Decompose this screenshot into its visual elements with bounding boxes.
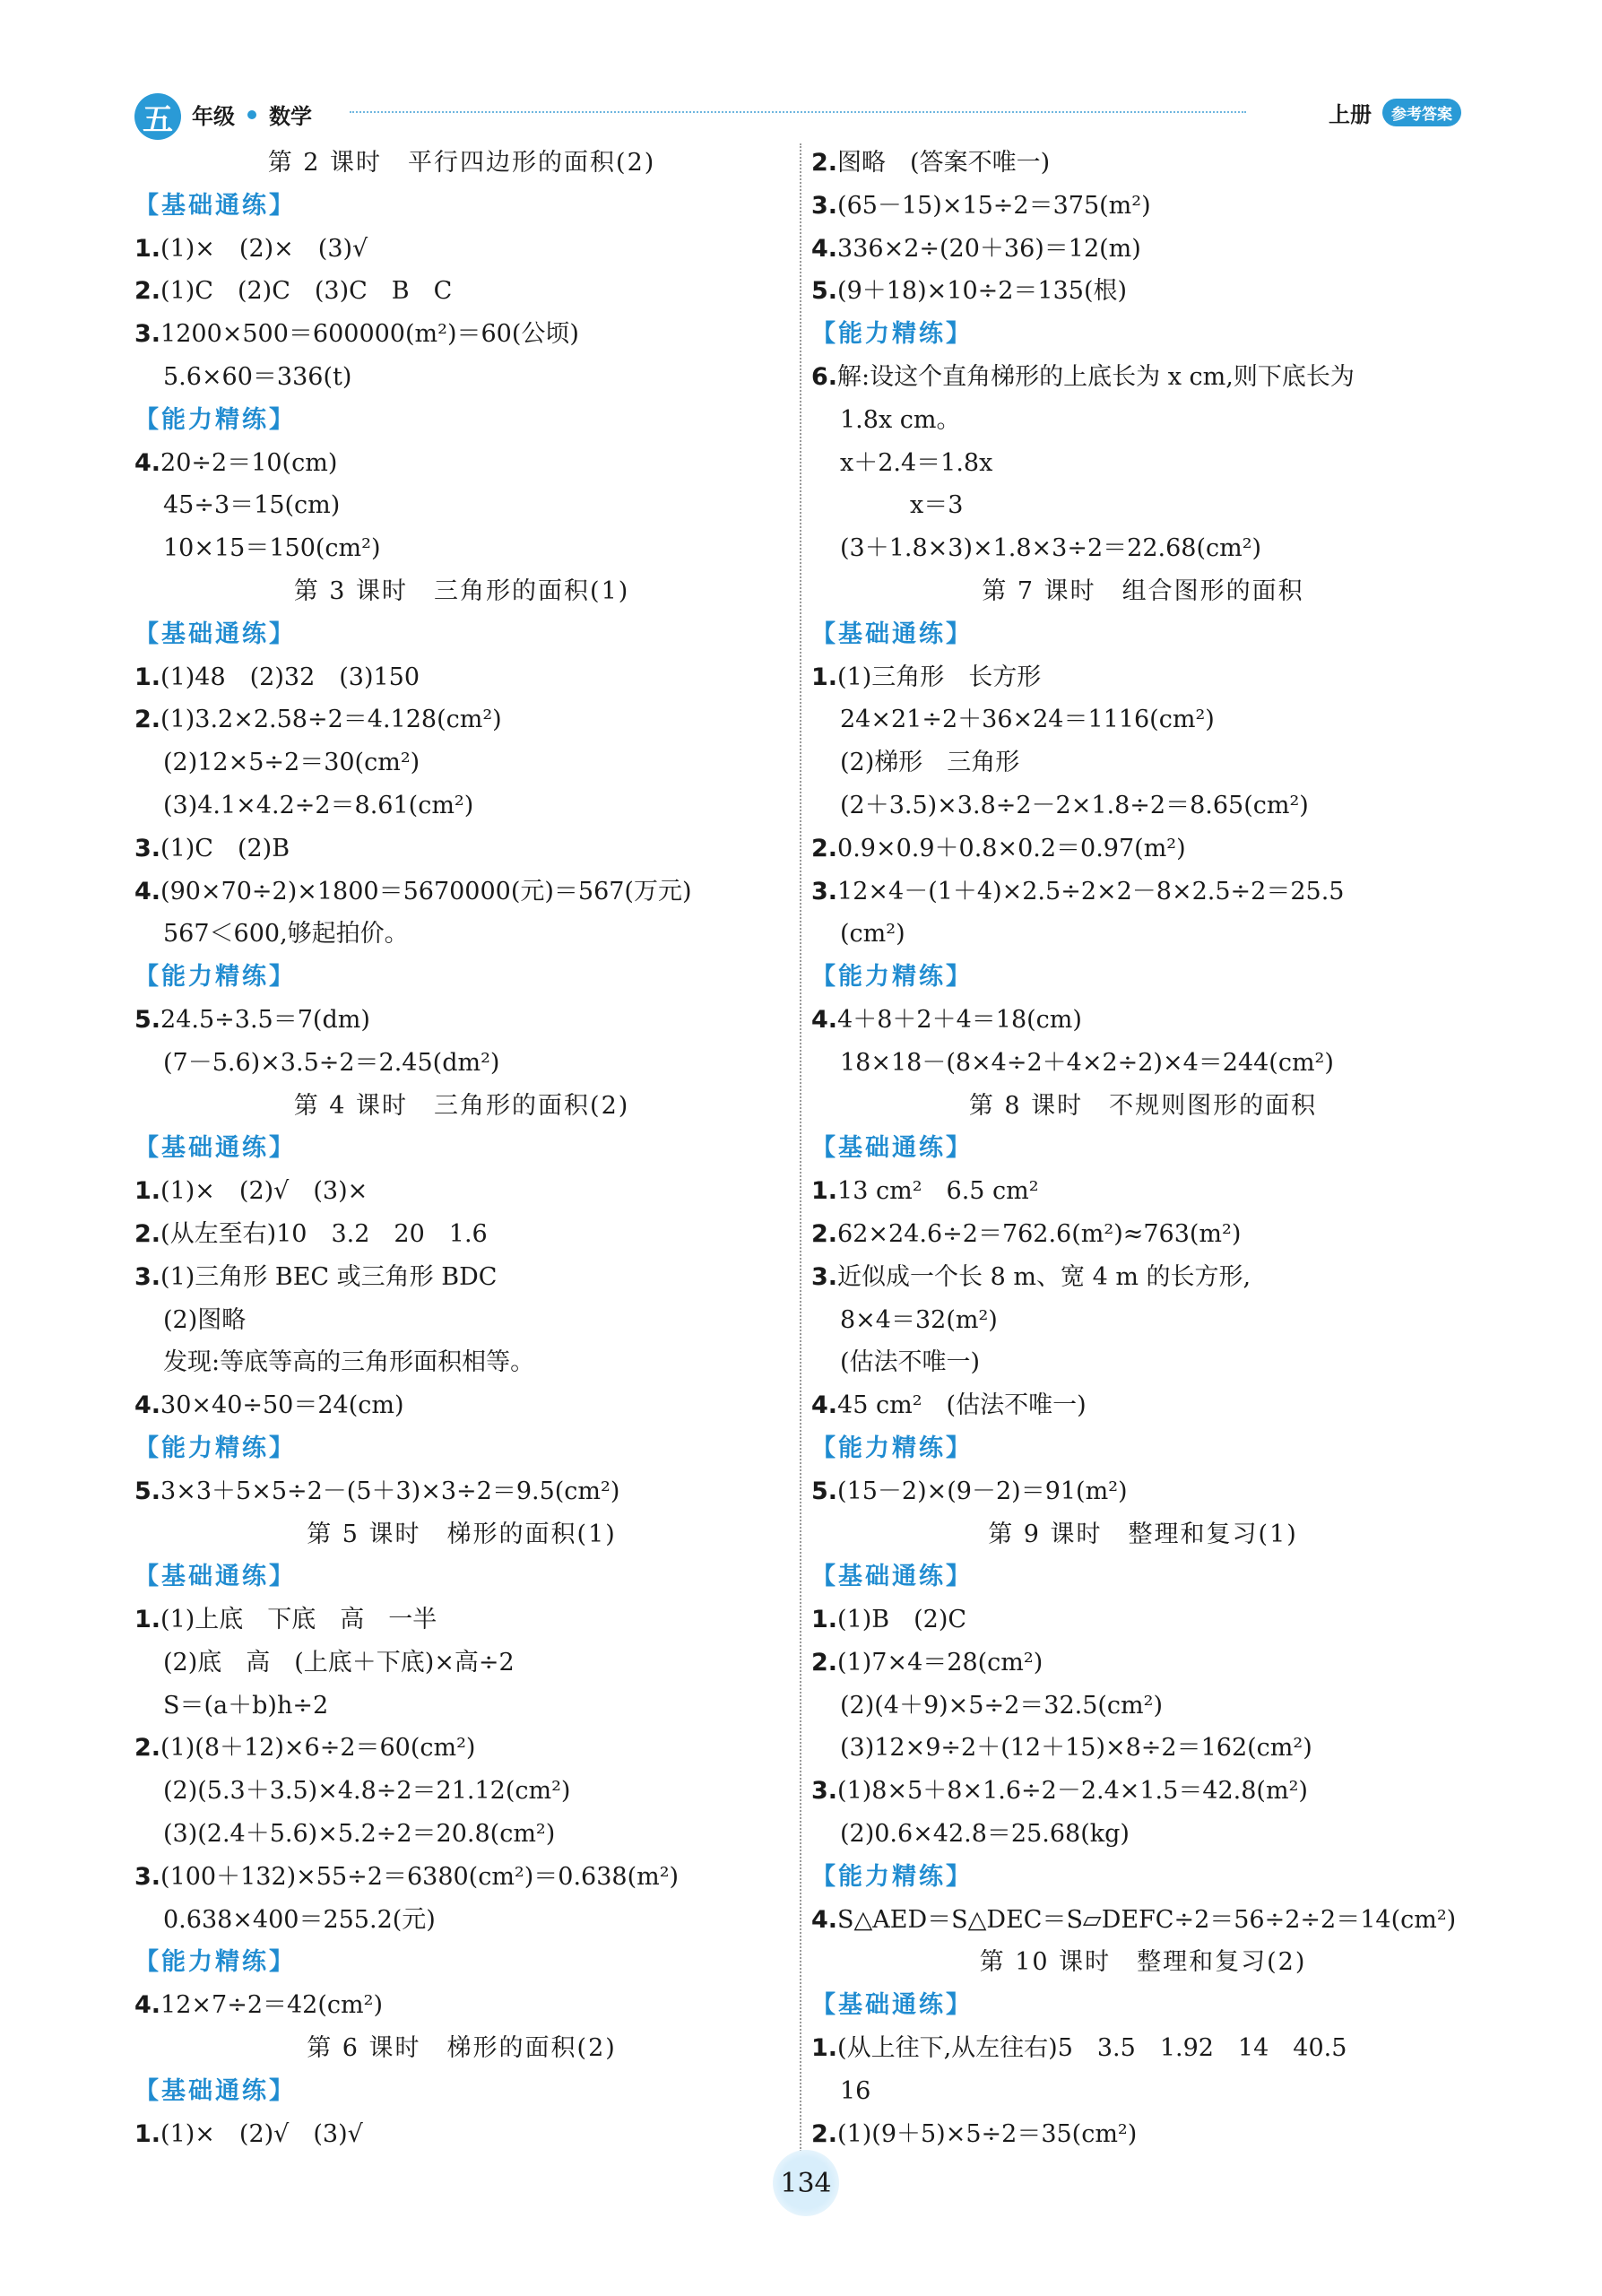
continuation-text: 5.6×60＝336(t) [163,362,352,391]
page-number: 134 [773,2150,839,2216]
right-column [811,142,1475,2155]
continuation-text: (3＋1.8×3)×1.8×3÷2＝22.68(cm²) [840,534,1262,563]
answer-item [134,1256,789,1299]
answer-item [134,698,789,741]
item-answer: (1)× (2)× (3)√ [160,234,368,263]
answer-continuation [811,484,1475,527]
answer-continuation [134,527,789,570]
item-answer: 20÷2＝10(cm) [160,448,338,477]
answer-item [811,2027,1475,2070]
answer-item [134,827,789,871]
item-number: 1. [134,1177,161,1206]
grade-badge: 五 [134,93,181,140]
item-answer: 4＋8＋2＋4＝18(cm) [837,1005,1082,1034]
item-number: 4. [811,1905,838,1934]
item-answer: 62×24.6÷2＝762.6(m²)≈763(m²) [837,1219,1242,1248]
section-heading-text: 【基础通练】 [134,619,296,648]
lesson-title [811,1941,1475,1984]
item-number: 1. [811,2034,838,2063]
section-heading [811,1856,1475,1899]
answer-continuation [811,1299,1475,1342]
item-answer: (1)8×5＋8×1.6÷2－2.4×1.5＝42.8(m²) [837,1777,1308,1806]
item-number: 2. [134,1734,161,1763]
answer-continuation [811,1813,1475,1856]
item-answer: 30×40÷50＝24(cm) [160,1391,404,1420]
answer-continuation [811,784,1475,827]
section-heading-text: 【能力精练】 [811,320,973,349]
item-answer: (1)48 (2)32 (3)150 [160,663,420,691]
answer-item [134,1384,789,1427]
lesson-title [811,570,1475,613]
answer-item [811,1213,1475,1256]
lesson-title [134,1085,789,1128]
item-answer: 45 cm² (估法不唯一) [837,1391,1087,1420]
continuation-text: (估法不唯一) [840,1348,981,1377]
continuation-text: (2)12×5÷2＝30(cm²) [163,749,420,777]
volume-label: 上册 [1329,102,1372,127]
continuation-text: 567＜600,够起拍价。 [163,920,409,949]
lesson-title-text: 第 8 课时 不规则图形的面积 [968,1091,1318,1120]
item-answer: (1)7×4＝28(cm²) [837,1648,1043,1677]
section-heading [811,1127,1475,1170]
continuation-text: (2)梯形 三角形 [840,749,1020,777]
answer-continuation [134,913,789,956]
lesson-title-text: 第 5 课时 梯形的面积(1) [307,1520,617,1548]
section-heading [811,1555,1475,1599]
item-answer: (1)C (2)C (3)C B C [160,277,453,306]
section-heading [134,1555,789,1599]
lesson-title-text: 第 9 课时 整理和复习(1) [988,1520,1298,1548]
item-number: 3. [811,191,838,220]
continuation-text: 16 [840,2076,871,2105]
section-heading-text: 【基础通练】 [811,1991,973,2020]
item-number: 2. [811,1648,838,1677]
section-heading-text: 【基础通练】 [134,191,296,220]
continuation-text: 18×18－(8×4÷2＋4×2÷2)×4＝244(cm²) [840,1048,1334,1077]
item-number: 3. [134,834,161,862]
section-heading [134,1941,789,1984]
item-answer: (1)3.2×2.58÷2＝4.128(cm²) [160,706,502,734]
subject-label: 数学 [269,104,312,129]
section-heading-text: 【基础通练】 [134,1134,296,1163]
item-answer: (1)C (2)B [160,834,290,862]
answer-continuation [134,1042,789,1085]
section-heading-text: 【基础通练】 [134,1563,296,1591]
item-answer: (100＋132)×55÷2＝6380(cm²)＝0.638(m²) [160,1862,680,1891]
answer-continuation [134,1341,789,1384]
section-heading-text: 【能力精练】 [811,1434,973,1462]
section-heading-text: 【能力精练】 [134,963,296,992]
item-number: 5. [134,1005,161,1034]
continuation-text: (2)图略 [163,1305,247,1334]
answer-continuation [811,1341,1475,1384]
answer-item [134,442,789,485]
answer-continuation [811,1042,1475,1085]
answer-item [811,827,1475,871]
continuation-text: 24×21÷2＋36×24＝1116(cm²) [840,706,1215,734]
continuation-text: (3)4.1×4.2÷2＝8.61(cm²) [163,791,474,819]
answer-item [134,1984,789,2027]
item-answer: 12×7÷2＝42(cm²) [160,1991,383,2020]
item-number: 4. [134,1391,161,1420]
item-number: 5. [811,1477,838,1505]
answer-continuation [811,527,1475,570]
item-number: 6. [811,362,838,391]
item-number: 2. [811,1219,838,1248]
continuation-text: 发现:等底等高的三角形面积相等。 [163,1348,535,1377]
item-answer: (15－2)×(9－2)＝91(m²) [837,1477,1128,1505]
item-answer: 24.5÷3.5＝7(dm) [160,1005,370,1034]
header-rule [350,111,1246,113]
item-number: 3. [811,1777,838,1806]
answer-item [811,1256,1475,1299]
item-number: 2. [134,277,161,306]
item-answer: (90×70÷2)×1800＝5670000(元)＝567(万元) [160,877,692,905]
answer-item [134,1170,789,1213]
answer-item [134,2113,789,2156]
answer-continuation [134,1813,789,1856]
section-heading [134,956,789,999]
item-number: 3. [811,877,838,905]
lesson-title-text: 第 10 课时 整理和复习(2) [979,1948,1307,1977]
answer-item [811,1770,1475,1813]
answer-continuation [811,913,1475,956]
section-heading [134,399,789,442]
continuation-text: (2)(4＋9)×5÷2＝32.5(cm²) [840,1691,1164,1720]
answer-continuation [134,484,789,527]
continuation-text: 0.638×400＝255.2(元) [163,1905,436,1934]
item-number: 4. [811,234,838,263]
item-answer: 13 cm² 6.5 cm² [837,1177,1039,1206]
answer-item [134,1213,789,1256]
answer-continuation [811,1727,1475,1770]
answer-continuation [811,2070,1475,2113]
continuation-text: (cm²) [840,920,905,949]
answer-item [134,871,789,914]
lesson-title-text: 第 3 课时 三角形的面积(1) [293,576,630,605]
answer-continuation [134,1899,789,1942]
section-heading-text: 【能力精练】 [811,963,973,992]
section-heading [811,1984,1475,2027]
left-column [134,142,789,2155]
lesson-title [811,1513,1475,1556]
item-answer: 1200×500＝600000(m²)＝60(公顷) [160,320,579,349]
item-number: 1. [811,1606,838,1634]
page-header [134,90,1461,143]
item-number: 5. [134,1477,161,1505]
item-answer: (1)上底 下底 高 一半 [160,1606,437,1634]
item-number: 3. [134,320,161,349]
item-number: 1. [134,663,161,691]
lesson-title [134,570,789,613]
item-number: 4. [134,1991,161,2020]
answer-item [811,185,1475,228]
lesson-title-text: 第 6 课时 梯形的面积(2) [307,2034,617,2063]
item-answer: (1)三角形 BEC 或三角形 BDC [160,1262,498,1291]
answer-continuation [134,1770,789,1813]
continuation-text: 45÷3＝15(cm) [163,491,341,520]
continuation-text: (2)(5.3＋3.5)×4.8÷2＝21.12(cm²) [163,1777,571,1806]
section-heading-text: 【能力精练】 [134,405,296,434]
answer-item [811,356,1475,399]
section-heading-text: 【基础通练】 [811,619,973,648]
continuation-text: 10×15＝150(cm²) [163,534,381,563]
item-answer: (从上往下,从左往右)5 3.5 1.92 14 40.5 [837,2034,1347,2063]
answer-continuation [134,784,789,827]
section-heading-text: 【基础通练】 [134,2076,296,2105]
item-answer: (1)B (2)C [837,1606,967,1634]
continuation-text: (2＋3.5)×3.8÷2－2×1.8÷2＝8.65(cm²) [840,791,1309,819]
section-heading [134,1427,789,1470]
item-number: 3. [134,1862,161,1891]
item-number: 5. [811,277,838,306]
item-answer: 解:设这个直角梯形的上底长为 x cm,则下底长为 [837,362,1355,391]
continuation-text: 1.8x cm。 [840,405,961,434]
section-heading [134,2070,789,2113]
answer-continuation [134,1299,789,1342]
answer-continuation [811,698,1475,741]
continuation-text: (3)(2.4＋5.6)×5.2÷2＝20.8(cm²) [163,1820,556,1849]
answer-item [134,313,789,356]
section-heading [811,313,1475,356]
item-number: 4. [811,1391,838,1420]
item-number: 2. [811,2119,838,2148]
item-answer: 近似成一个长 8 m、宽 4 m 的长方形, [837,1262,1251,1291]
answer-continuation [811,1685,1475,1728]
section-heading [811,613,1475,656]
item-number: 1. [811,1177,838,1206]
item-number: 3. [134,1262,161,1291]
section-heading [134,185,789,228]
section-heading-text: 【基础通练】 [811,1563,973,1591]
item-answer: (从左至右)10 3.2 20 1.6 [160,1219,488,1248]
item-number: 2. [134,706,161,734]
item-answer: 图略 (答案不唯一) [837,149,1051,177]
item-answer: (9＋18)×10÷2＝135(根) [837,277,1128,306]
item-answer: (1)(8＋12)×6÷2＝60(cm²) [160,1734,476,1763]
continuation-text: (7－5.6)×3.5÷2＝2.45(dm²) [163,1048,500,1077]
item-number: 2. [134,1219,161,1248]
item-number: 4. [134,877,161,905]
continuation-text: (2)底 高 (上底＋下底)×高÷2 [163,1648,515,1677]
answer-item [134,1856,789,1899]
item-number: 2. [811,149,838,177]
item-answer: (1)× (2)√ (3)× [160,1177,368,1206]
item-answer: 12×4－(1＋4)×2.5÷2×2－8×2.5÷2＝25.5 [837,877,1345,905]
answer-continuation [811,442,1475,485]
answer-continuation [134,1685,789,1728]
item-number: 4. [134,448,161,477]
section-heading-text: 【基础通练】 [811,1134,973,1163]
lesson-title [134,142,789,185]
answer-item [811,999,1475,1042]
section-heading [811,1427,1475,1470]
item-number: 1. [134,2119,161,2148]
item-number: 1. [811,663,838,691]
item-answer: 0.9×0.9＋0.8×0.2＝0.97(m²) [837,834,1186,862]
answer-key-badge: 参考答案 [1382,99,1461,126]
answer-continuation [134,741,789,784]
section-heading-text: 【能力精练】 [134,1948,296,1977]
answer-item [811,2113,1475,2156]
answer-item [811,871,1475,914]
section-heading [134,613,789,656]
answer-item [811,142,1475,185]
grade-label: 年级 [192,104,235,129]
item-answer: 336×2÷(20＋36)＝12(m) [837,234,1141,263]
continuation-text: 8×4＝32(m²) [840,1305,998,1334]
item-answer: (65－15)×15÷2＝375(m²) [837,191,1151,220]
section-heading [811,956,1475,999]
answer-item [134,270,789,313]
answer-item [134,228,789,271]
continuation-text: S＝(a＋b)h÷2 [163,1691,329,1720]
lesson-title [811,1085,1475,1128]
answer-continuation [811,399,1475,442]
dot-icon [247,110,256,119]
continuation-text: x＝3 [910,491,964,520]
continuation-text: x＋2.4＝1.8x [840,448,993,477]
lesson-title-text: 第 7 课时 组合图形的面积 [982,576,1304,605]
answer-item [811,1599,1475,1642]
continuation-text: (2)0.6×42.8＝25.68(kg) [840,1820,1130,1849]
item-answer: 3×3＋5×5÷2－(5＋3)×3÷2＝9.5(cm²) [160,1477,620,1505]
answer-item [811,1170,1475,1213]
column-divider [800,143,801,2152]
section-heading-text: 【能力精练】 [811,1862,973,1891]
answer-continuation [811,741,1475,784]
item-answer: (1)三角形 长方形 [837,663,1042,691]
lesson-title [134,2027,789,2070]
answer-item [134,1727,789,1770]
answer-item [134,1599,789,1642]
answer-item [811,1642,1475,1685]
lesson-title-text: 第 4 课时 三角形的面积(2) [293,1091,630,1120]
continuation-text: (3)12×9÷2＋(12＋15)×8÷2＝162(cm²) [840,1734,1312,1763]
answer-item [811,1899,1475,1942]
item-number: 2. [811,834,838,862]
answer-item [811,228,1475,271]
item-number: 4. [811,1005,838,1034]
answer-continuation [134,1642,789,1685]
item-answer: (1)× (2)√ (3)√ [160,2119,363,2148]
item-answer: (1)(9＋5)×5÷2＝35(cm²) [837,2119,1138,2148]
lesson-title-text: 第 2 课时 平行四边形的面积(2) [267,149,656,177]
answer-item [811,656,1475,699]
section-heading-text: 【能力精练】 [134,1434,296,1462]
item-number: 1. [134,1606,161,1634]
header-title [192,99,312,130]
section-heading [134,1127,789,1170]
lesson-title [134,1513,789,1556]
item-number: 3. [811,1262,838,1291]
item-number: 1. [134,234,161,263]
answer-item [811,270,1475,313]
answer-item [134,999,789,1042]
answer-continuation [134,356,789,399]
item-answer: S△AED＝S△DEC＝S▱DEFC÷2＝56÷2÷2＝14(cm²) [837,1905,1457,1934]
answer-item [811,1384,1475,1427]
answer-item [134,1470,789,1513]
answer-item [811,1470,1475,1513]
header-right [1329,97,1461,128]
answer-item [134,656,789,699]
